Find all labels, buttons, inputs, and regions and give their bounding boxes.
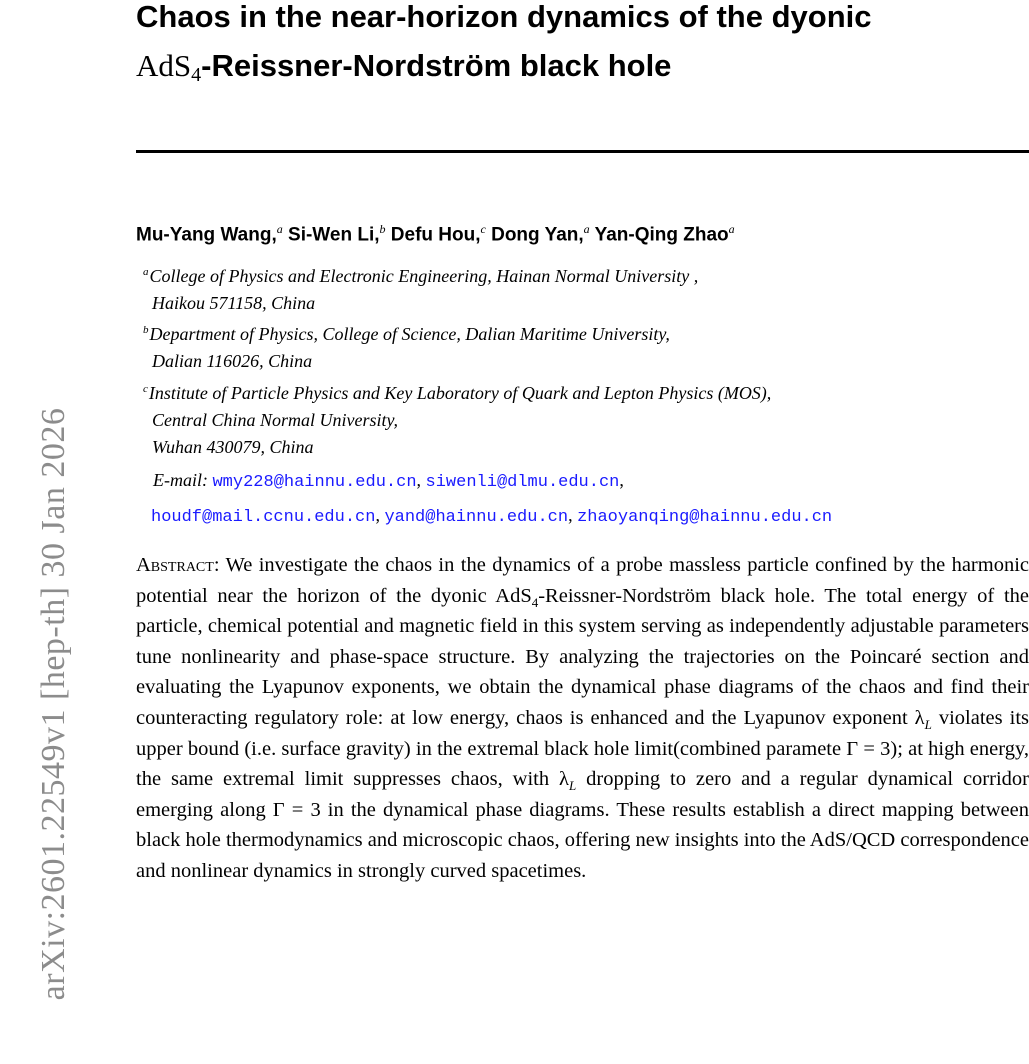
- abstract-subscript: 4: [531, 594, 539, 610]
- paper-title: [136, 0, 1026, 90]
- author-name: Defu Hou,: [390, 224, 481, 246]
- author-affiliation-mark: c: [480, 222, 486, 236]
- author-affiliation-mark: a: [276, 222, 283, 236]
- abstract-text: We investigate the chaos in the dynamics of a probe massless particle confined by the harmonic potential near the horizon of the dyonic AdS: [136, 554, 1029, 607]
- affiliation-a: [143, 259, 698, 317]
- affiliation-line: Department of Physics, College of Science, Dalian Maritime University,: [149, 324, 670, 344]
- abstract-heading: Abstract: [136, 554, 214, 576]
- abstract: Abstract: We investigate the chaos in the dynamics of a probe massless particle confined by the harmonic potential near the horizon of the dyonic AdS$_4$-Reissner-Nordström black hole. The total energy of the particle, chemical potential and magnetic field in this system serving as independently adjustable parameters tune nonlinearity and phase-space structure. By analyzing the trajectories on the Poincaré section and evaluating the Lyapunov exponents, we obtain the dynamical phase diagrams of the chaos and find their counteracting regulatory role: at low energy, chaos is enhanced and the Lyapunov exponent $\lambda_L$ violates its upper bound (i.e. surface gravity) in the extremal black hole limit(combined paramete Γ = 3); at high energy, the same extremal limit suppresses chaos, with $\lambda_L$ dropping to zero and a regular dynamical corridor emerging along Γ = 3 in the dynamical phase diagrams. These results establish a direct mapping between black hole thermodynamics and microscopic chaos, offering new insights into the AdS/QCD correspondence and nonlinear dynamics in strongly curved spacetimes.: [136, 554, 1029, 882]
- abstract-text: violates its upper bound (i.e. surface gravity) in the extremal black hole limit(combined paramete Γ = 3); at high energy, the same extremal limit suppresses chaos, with λ: [136, 706, 1029, 791]
- abstract-subscript: L: [568, 778, 577, 794]
- affiliation-line: Central China Normal University,: [152, 410, 399, 430]
- affiliation-line: Institute of Particle Physics and Key Laboratory of Quark and Lepton Physics (MOS),: [148, 383, 772, 403]
- email-link[interactable]: wmy228@hainnu.edu.cn: [212, 473, 417, 492]
- author-name: Si-Wen Li,: [288, 224, 380, 246]
- title-ads-subscript: 4: [191, 64, 202, 86]
- abstract-text: -Reissner-Nordström black hole. The total energy of the particle, chemical potential and magnetic field in this system serving as independently adjustable parameters tune nonlinearity and phase-space structure. By analyzing the trajectories on the Poincaré section and evaluating the Lyapunov exponents, we obtain the dynamical phase diagrams of the chaos and find their counteracting regulatory role: at low energy, chaos is enhanced and the Lyapunov exponent λ: [136, 584, 1029, 729]
- author-name: Dong Yan,: [491, 224, 584, 246]
- author-name: Mu-Yang Wang,: [136, 224, 277, 246]
- affiliation-line: Dalian 116026, China: [152, 351, 313, 371]
- title-ads: AdS: [136, 48, 192, 83]
- affiliation-line: College of Physics and Electronic Engineering, Hainan Normal University ,: [149, 266, 699, 286]
- affiliation-line: Wuhan 430079, China: [152, 437, 314, 457]
- affiliation-line: Haikou 571158, China: [152, 293, 316, 313]
- affiliation-mark: b: [143, 324, 149, 336]
- affiliation-mark: c: [143, 383, 148, 395]
- abstract-text: dropping to zero and a regular dynamical corridor emerging along Γ = 3 in the dynamical phase diagrams. These results establish a direct mapping between black hole thermodynamics and microscopic chaos, offering new insights into the AdS/QCD correspondence and nonlinear dynamics in strongly curved spacetimes.: [136, 768, 1029, 882]
- email-link[interactable]: houdf@mail.ccnu.edu.cn: [151, 508, 376, 527]
- affiliation-mark: a: [143, 266, 149, 278]
- email-link[interactable]: zhaoyanqing@hainnu.edu.cn: [577, 508, 833, 527]
- title-line-1: Chaos in the near-horizon dynamics of the dyonic: [136, 0, 872, 34]
- email-block: E-mail: wmy228@hainnu.edu.cn, siwenli@dlmu.edu.cn, houdf@mail.ccnu.edu.cn, yand@hainnu.edu.cn, zhaoyanqing@hainnu.edu.cn: [151, 470, 833, 527]
- author-affiliation-mark: a: [583, 222, 590, 236]
- email-link[interactable]: yand@hainnu.edu.cn: [384, 508, 569, 527]
- abstract-subscript: L: [924, 717, 932, 733]
- affiliation-b: [143, 317, 670, 375]
- author-affiliation-mark: a: [728, 222, 735, 236]
- title-line-2: -Reissner-Nordström black hole: [201, 48, 672, 83]
- email-label: E-mail:: [153, 470, 208, 490]
- arxiv-identifier: arXiv:2601.22549v1 [hep-th] 30 Jan 2026: [35, 407, 72, 1001]
- author-list: [136, 222, 735, 246]
- title-rule: [136, 150, 1029, 153]
- affiliation-c: [143, 376, 771, 461]
- author-name: Yan-Qing Zhao: [594, 224, 729, 246]
- author-affiliation-mark: b: [379, 222, 386, 236]
- email-link[interactable]: siwenli@dlmu.edu.cn: [425, 473, 620, 492]
